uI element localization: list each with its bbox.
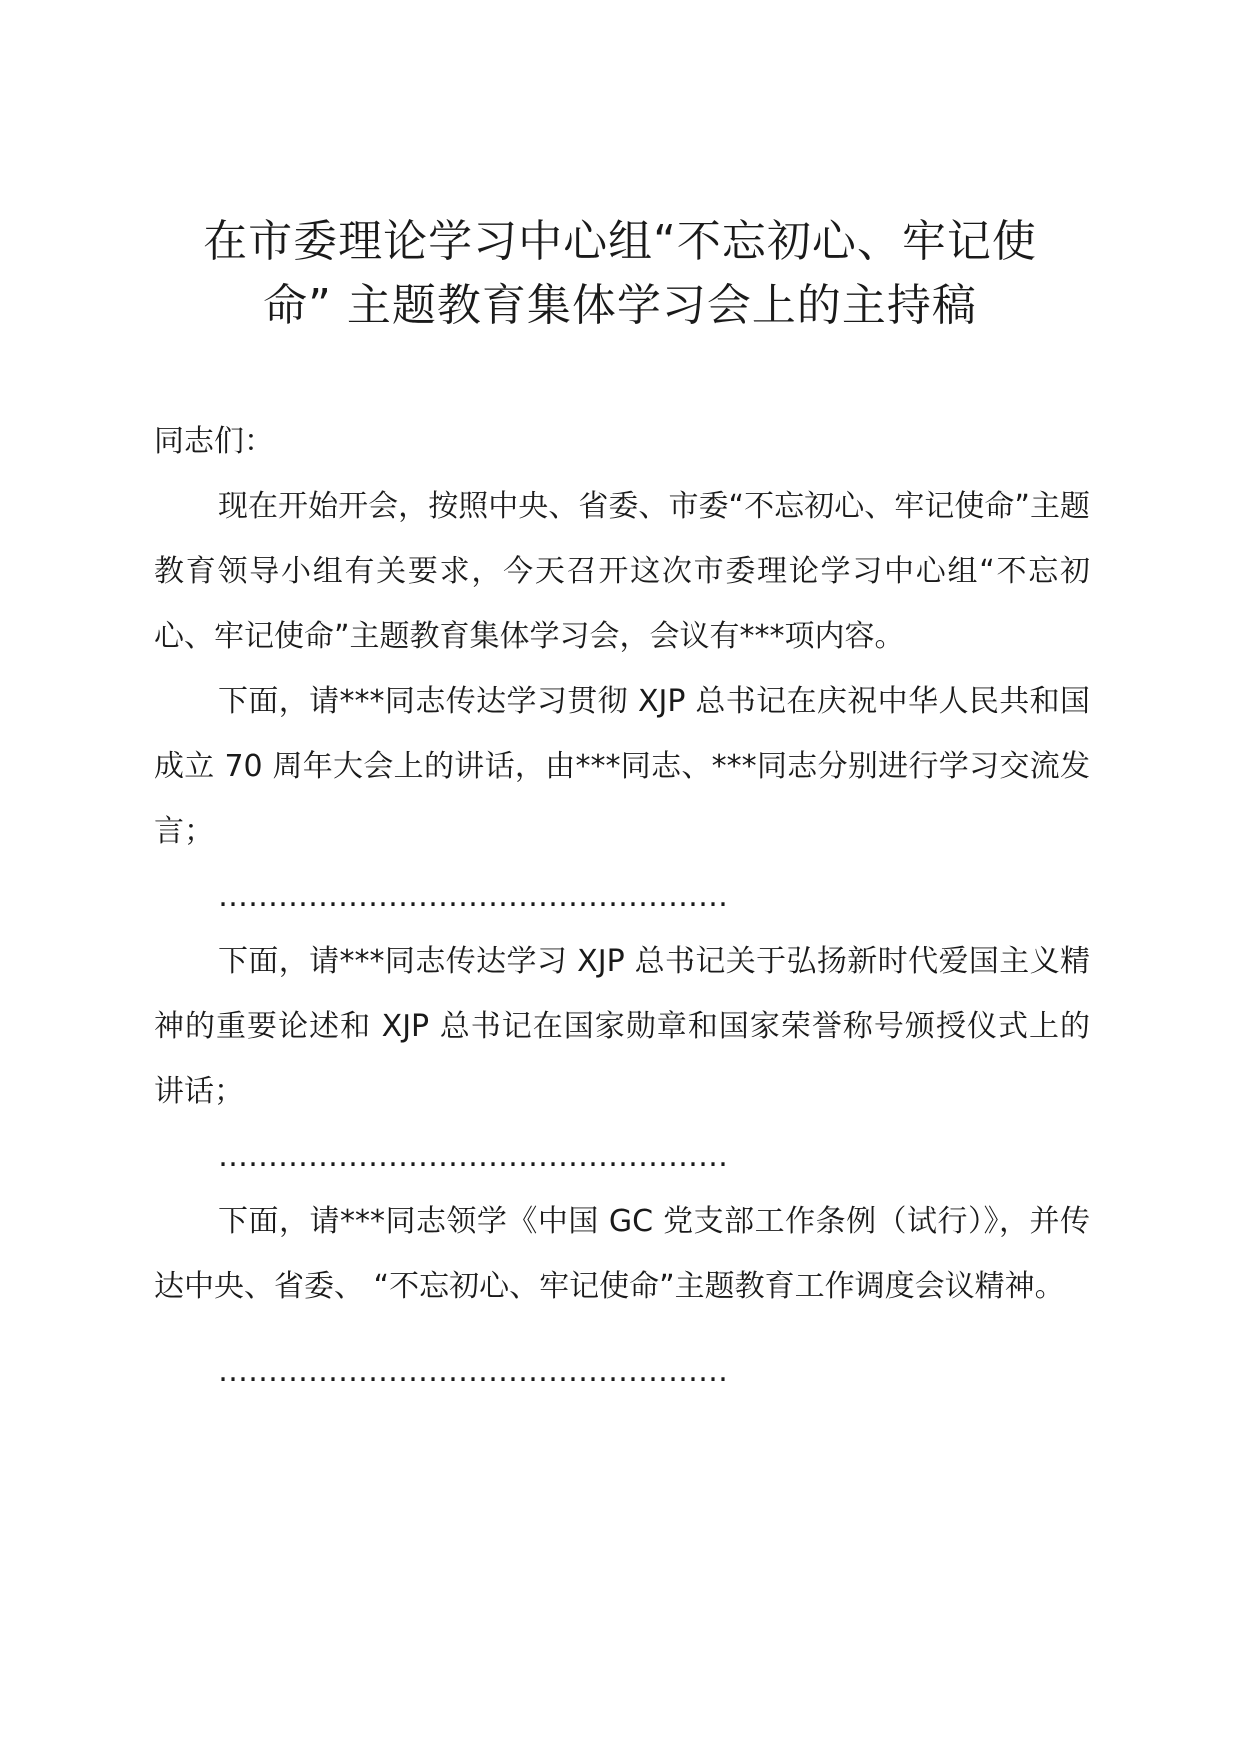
paragraph-agenda-item-3: 下面，请***同志领学《中国 GC 党支部工作条例（试行）》，并传达中央、省委、 “不忘初心、牢记使命”主题教育工作调度会议精神。 xyxy=(154,1204,1090,1304)
ellipsis-separator-1: …………………………………………… xyxy=(218,879,728,914)
paragraph-opening: 现在开始开会，按照中央、省委、市委“不忘初心、牢记使命”主题教育领导小组有关要求，今天召开这次市委理论学习中心组“不忘初心、牢记使命”主题教育集体学习会，会议有***项内容。 xyxy=(154,489,1090,654)
spacer xyxy=(154,1319,1090,1339)
ellipsis-separator-3: …………………………………………… xyxy=(218,1354,728,1389)
salutation: 同志们： xyxy=(154,424,274,459)
document-body xyxy=(154,409,1090,1404)
document-title xyxy=(150,210,1090,338)
paragraph-agenda-item-1: 下面，请***同志传达学习贯彻 XJP 总书记在庆祝中华人民共和国成立 70 周年大会上的讲话，由***同志、***同志分别进行学习交流发言； xyxy=(154,684,1090,849)
title-line-1: 在市委理论学习中心组“不忘初心、牢记使 xyxy=(203,216,1037,267)
ellipsis-separator-2: …………………………………………… xyxy=(218,1139,728,1174)
paragraph-agenda-item-2: 下面，请***同志传达学习 XJP 总书记关于弘扬新时代爱国主义精神的重要论述和 XJP 总书记在国家勋章和国家荣誉称号颁授仪式上的讲话； xyxy=(154,944,1090,1109)
title-line-2: 命” 主题教育集体学习会上的主持稿 xyxy=(263,280,977,331)
